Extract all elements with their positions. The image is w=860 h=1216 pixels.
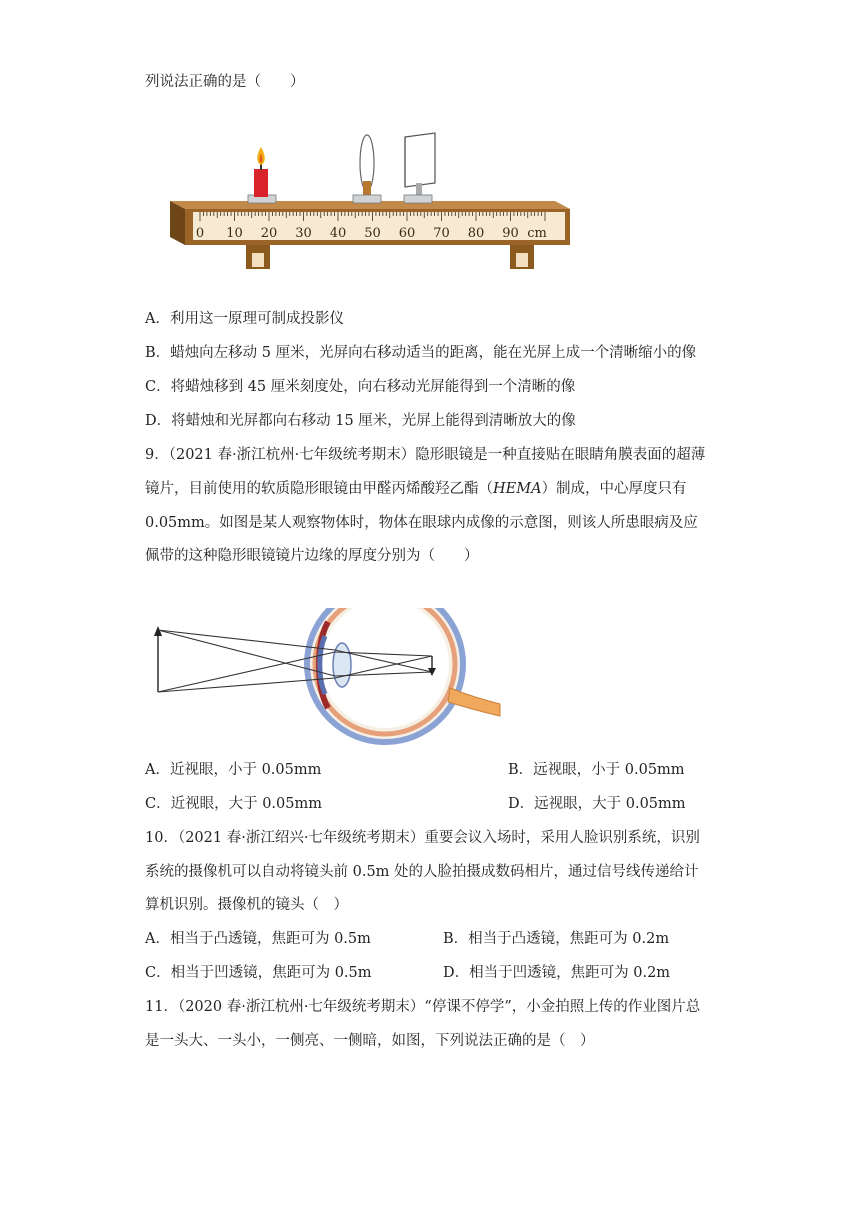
q10-line-2: 系统的摄像机可以自动将镜头前 0.5m 处的人脸拍摄成数码相片，通过信号线传递给计 [145,864,699,880]
q9-option-b: B．远视眼，小于 0.05mm [508,762,685,778]
convex-lens [353,135,381,203]
ruler-label: 20 [260,226,278,241]
q8-option-b: B．蜡烛向左移动 5 厘米，光屏向右移动适当的距离，能在光屏上成一个清晰缩小的像 [145,345,697,361]
ruler-label: 10 [226,226,243,241]
ruler-label: 40 [329,226,347,241]
ruler-label: 80 [467,226,485,241]
q10-option-d: D．相当于凹透镜，焦距可为 0.2m [443,965,671,981]
q8-option-d: D．将蜡烛和光屏都向右移动 15 厘米，光屏上能得到清晰放大的像 [145,413,576,429]
candle [248,147,276,203]
q9-option-d: D．远视眼，大于 0.05mm [508,796,686,812]
q11-line-1: 11．（2020 春·浙江杭州·七年级统考期末）“停课不停学”，小金拍照上传的作业图片总 [145,999,701,1015]
q10-line-3: 算机识别。摄像机的镜头（ ） [145,897,348,913]
optic-nerve [448,688,500,716]
optical-bench-figure [160,125,580,275]
q10-option-c: C．相当于凹透镜，焦距可为 0.5m [145,965,372,981]
q11-line-2: 是一头大、一头小，一侧亮、一侧暗，如图，下列说法正确的是（ ） [145,1033,595,1049]
q10-option-b: B．相当于凸透镜，焦距可为 0.2m [443,931,670,947]
q9-option-c: C．近视眼，大于 0.05mm [145,796,322,812]
q8-option-c: C．将蜡烛移到 45 厘米刻度处，向右移动光屏能得到一个清晰的像 [145,379,576,395]
q9-line-3: 0.05mm。如图是某人观察物体时，物体在眼球内成像的示意图，则该人所患眼病及应 [145,515,698,531]
ruler-label: 0 [195,226,205,241]
ruler-label: 50 [364,226,381,241]
light-screen [404,133,435,203]
q9-option-a: A．近视眼，小于 0.05mm [145,762,322,778]
ruler-label: 90 [502,226,519,241]
ruler-label: cm [527,226,547,241]
q9-line-1: 9．（2021 春·浙江杭州·七年级统考期末）隐形眼镜是一种直接贴在眼睛角膜表面的超薄 [145,447,706,463]
ruler-label: 30 [295,226,312,241]
ruler-label: 70 [433,226,450,241]
q8-option-a: A．利用这一原理可制成投影仪 [145,311,344,327]
q9-line-2: 镜片，目前使用的软质隐形眼镜由甲醛丙烯酸羟乙酯（HEMA）制成，中心厚度只有 [145,481,687,497]
eye-diagram-figure [150,608,510,748]
q9-line-4: 佩带的这种隐形眼镜镜片边缘的厚度分别为（ ） [145,548,479,564]
q8-stem-tail: 列说法正确的是（ ） [145,74,305,90]
ruler-label: 60 [398,226,416,241]
q10-option-a: A．相当于凸透镜，焦距可为 0.5m [145,931,371,947]
q10-line-1: 10．（2021 春·浙江绍兴·七年级统考期末）重要会议入场时，采用人脸识别系统，识别 [145,830,700,846]
